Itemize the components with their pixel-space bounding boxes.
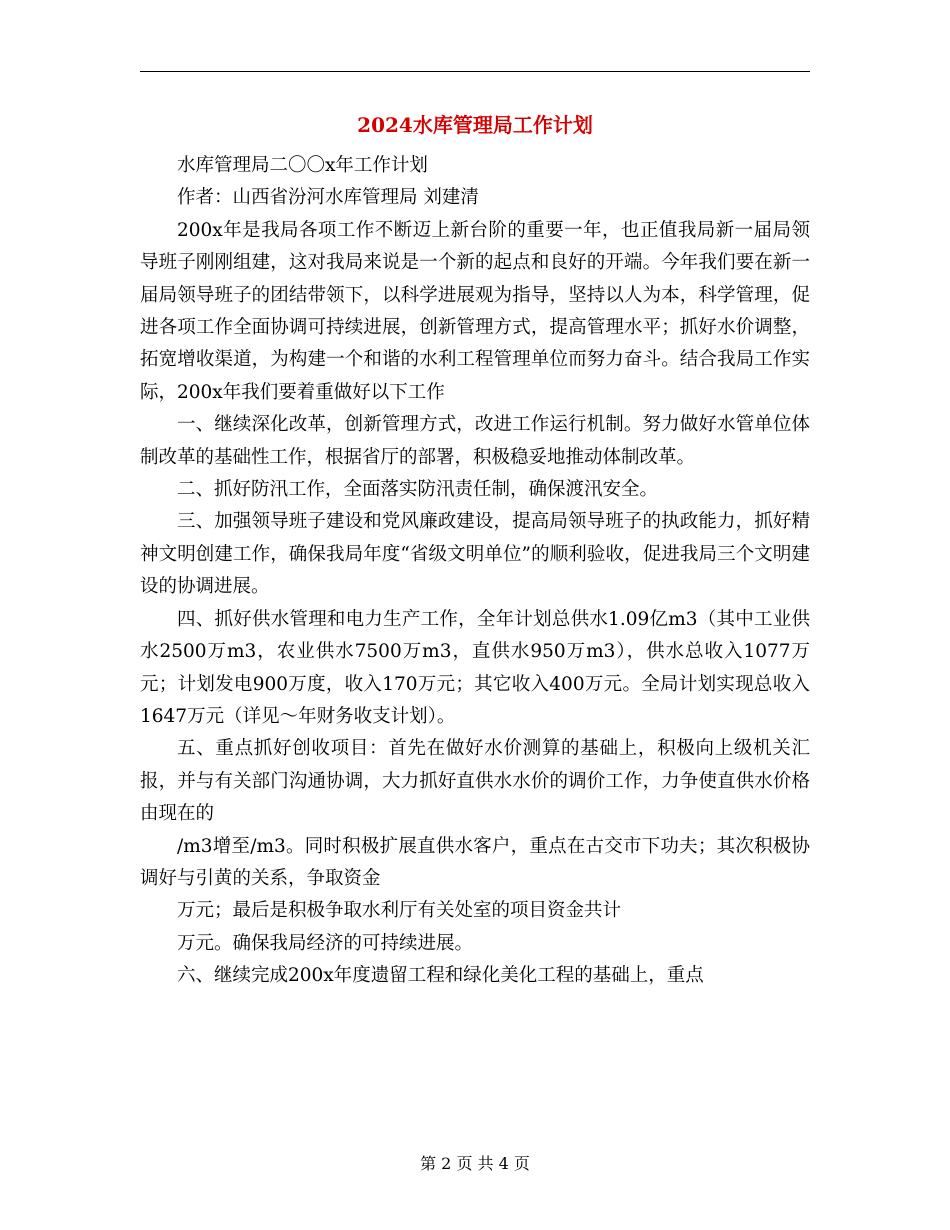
- document-body: [140, 150, 810, 993]
- author-line: 作者：山西省汾河水库管理局 刘建清: [177, 187, 479, 209]
- header-rule: [140, 71, 810, 72]
- document-title: 2024水库管理局工作计划: [357, 113, 593, 137]
- item-5-continuation-2: 万元；最后是积极争取水利厅有关处室的项目资金共计: [177, 900, 622, 922]
- item-1-paragraph: 一、继续深化改革，创新管理方式，改进工作运行机制。努力做好水管单位体制改革的基础性工作，根据省厅的部署，积极稳妥地推动体制改革。: [140, 414, 810, 468]
- item-5-continuation-1: /m3增至/m3。同时积极扩展直供水客户，重点在古交市下功夫；其次积极协调好与引黄的关系，争取资金: [140, 835, 810, 889]
- item-4-paragraph: 四、抓好供水管理和电力生产工作，全年计划总供水1.09亿m3（其中工业供水2500万m3，农业供水7500万m3，直供水950万m3），供水总收入1077万元；计划发电900万度，收入170万元；其它收入400万元。全局计划实现总收入1647万元（详见～年财务收支计划）。: [140, 608, 810, 727]
- subtitle-line: 水库管理局二〇〇x年工作计划: [177, 155, 428, 176]
- item-6-paragraph: 六、继续完成200x年度遗留工程和绿化美化工程的基础上，重点: [177, 965, 704, 987]
- item-5-continuation-3: 万元。确保我局经济的可持续进展。: [177, 932, 474, 954]
- intro-paragraph: 200x年是我局各项工作不断迈上新台阶的重要一年，也正值我局新一届局领导班子刚刚组建，这对我局来说是一个新的起点和良好的开端。今年我们要在新一届局领导班子的团结带领下，以科学进展观为指导，坚持以人为本，科学管理，促进各项工作全面协调可持续进展，创新管理方式，提高管理水平；抓好水价调整，拓宽增收渠道，为构建一个和谐的水利工程管理单位而努力奋斗。结合我局工作实际，200x年我们要着重做好以下工作: [140, 219, 810, 403]
- item-2-paragraph: 二、抓好防汛工作，全面落实防汛责任制，确保渡汛安全。: [177, 479, 659, 501]
- item-5-paragraph: 五、重点抓好创收项目：首先在做好水价测算的基础上，积极向上级机关汇报，并与有关部门沟通协调，大力抓好直供水水价的调价工作，力争使直供水价格由现在的: [140, 738, 810, 825]
- page-number-footer: 第 2 页 共 4 页: [420, 1154, 530, 1173]
- item-3-paragraph: 三、加强领导班子建设和党风廉政建设，提高局领导班子的执政能力，抓好精神文明创建工作，确保我局年度“省级文明单位”的顺利验收，促进我局三个文明建设的协调进展。: [140, 511, 810, 598]
